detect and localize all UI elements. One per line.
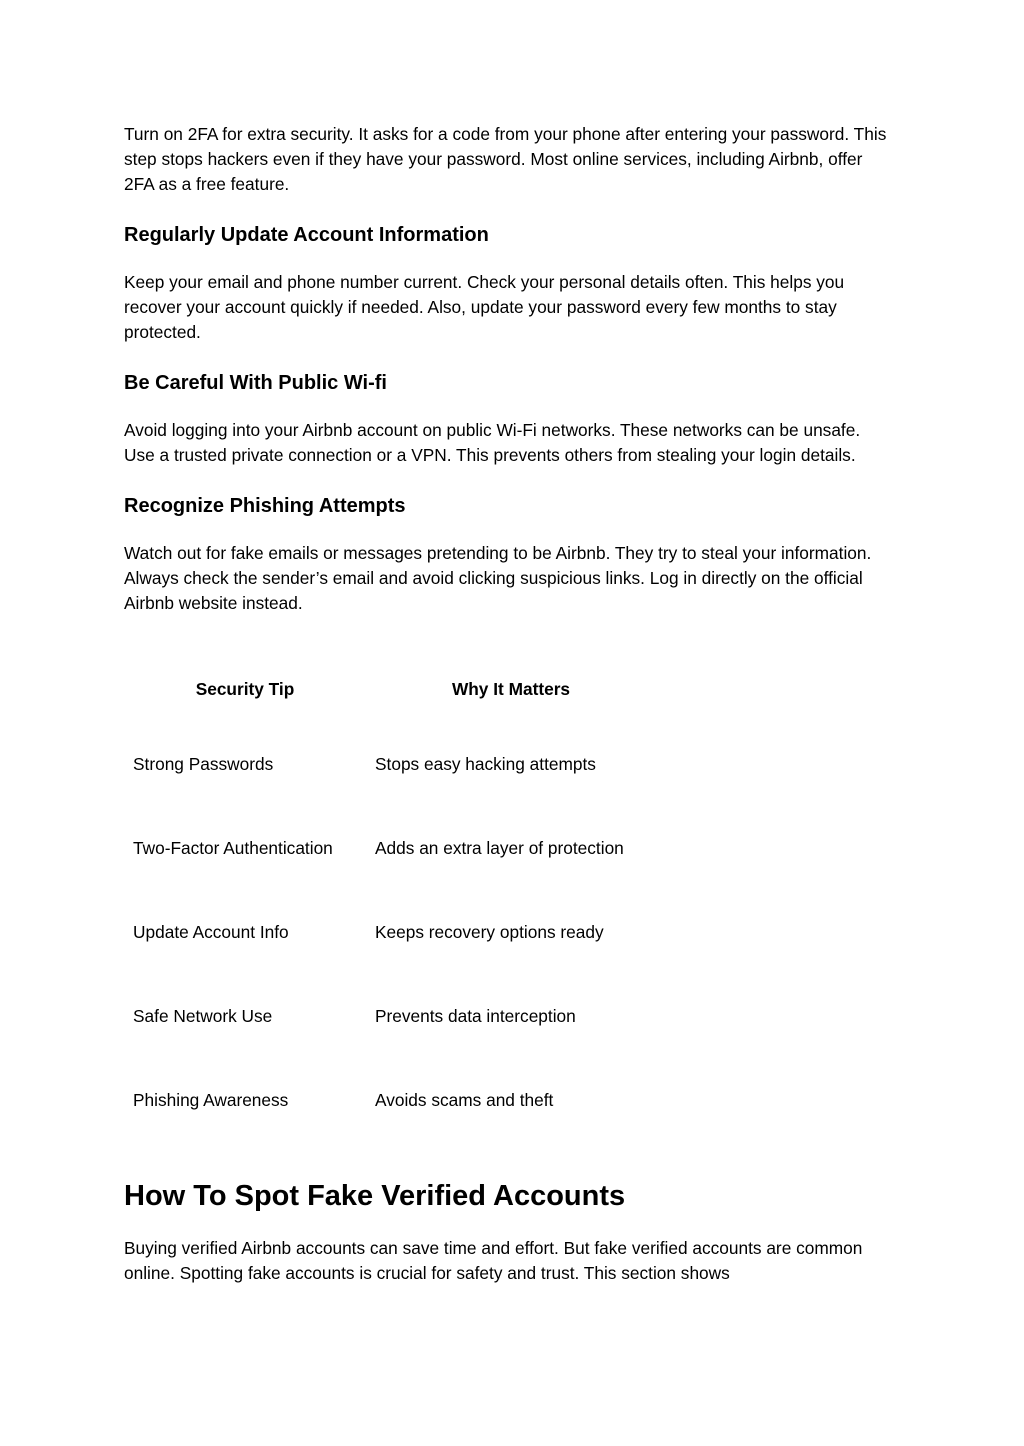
table-row: [124, 806, 656, 890]
cell-tip: Update Account Info: [133, 921, 289, 942]
paragraph-spot-fake-accounts: Buying verified Airbnb accounts can save time and effort. But fake verified accounts are common online. Spotting fake accounts is crucial for safety and trust. This section shows: [124, 1238, 863, 1283]
table-row: [124, 722, 656, 806]
heading-spot-fake-accounts: How To Spot Fake Verified Accounts: [124, 1180, 626, 1212]
table-row: [124, 1058, 656, 1142]
heading-phishing: Recognize Phishing Attempts: [124, 495, 406, 517]
security-tips-table: [124, 656, 656, 1142]
header-security-tip: Security Tip: [195, 678, 295, 699]
table-row: [124, 974, 656, 1058]
paragraph-update-account-info: Keep your email and phone number current. Check your personal details often. This helps you recover your account quickly if needed. Also, update your password every few months to stay protected.: [124, 272, 845, 342]
cell-reason: Prevents data interception: [375, 1005, 576, 1026]
paragraph-public-wifi: Avoid logging into your Airbnb account on public Wi-Fi networks. These networks can be unsafe. Use a trusted private connection or a VPN. This prevents others from stealing your login details.: [124, 420, 861, 465]
cell-tip: Strong Passwords: [133, 753, 274, 774]
header-why-it-matters: Why It Matters: [451, 678, 571, 699]
paragraph-phishing: Watch out for fake emails or messages pretending to be Airbnb. They try to steal your information. Always check the sender’s email and avoid clicking suspicious links. Log in directly on the official Airbnb website instead.: [124, 543, 872, 613]
cell-reason: Stops easy hacking attempts: [375, 753, 596, 774]
cell-reason: Adds an extra layer of protection: [375, 837, 624, 858]
table-header-row: [124, 656, 656, 722]
table-row: [124, 890, 656, 974]
heading-public-wifi: Be Careful With Public Wi-fi: [124, 372, 387, 394]
cell-tip: Safe Network Use: [133, 1005, 273, 1026]
document-page: [124, 122, 894, 1286]
cell-reason: Avoids scams and theft: [375, 1089, 554, 1110]
cell-tip: Two-Factor Authentication: [133, 837, 333, 858]
intro-paragraph: Turn on 2FA for extra security. It asks for a code from your phone after entering your password. This step stops hackers even if they have your password. Most online services, including Airbnb, offer 2FA as a free feature.: [124, 124, 887, 194]
cell-reason: Keeps recovery options ready: [375, 921, 604, 942]
cell-tip: Phishing Awareness: [133, 1089, 289, 1110]
heading-update-account-info: Regularly Update Account Information: [124, 224, 489, 246]
